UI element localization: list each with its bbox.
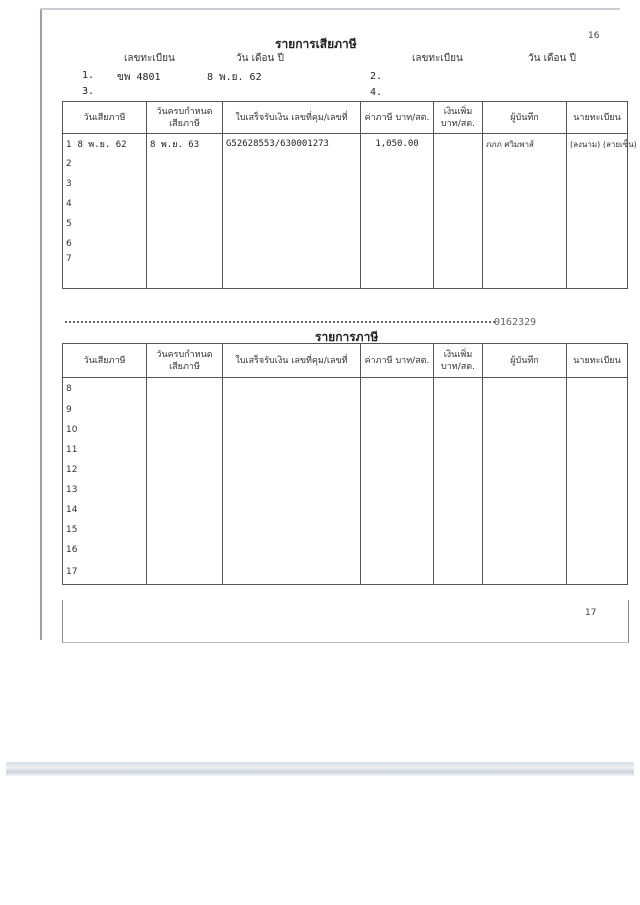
- date-label-2: วัน เดือน ปี: [528, 53, 576, 64]
- row-number: 3: [66, 179, 72, 189]
- col-header-receipt: ใบเสร็จรับเงิน เลขที่คุม/เลขที่: [223, 344, 361, 378]
- date-label: วัน เดือน ปี: [236, 53, 284, 64]
- row-number: 12: [66, 465, 78, 475]
- receipt-number: G52628553/630001273: [226, 139, 329, 149]
- table-row: [63, 560, 628, 585]
- col-header-recorder: ผู้บันทึก: [483, 344, 567, 378]
- col-header-tax: ค่าภาษี บาท/สต.: [361, 344, 434, 378]
- page-left-edge: [40, 10, 42, 640]
- scan-artifact-band: [6, 762, 634, 776]
- reg-entry-1-num: 1.: [82, 70, 95, 81]
- row-number: 5: [66, 219, 72, 229]
- col-header-receipt: ใบเสร็จรับเงิน เลขที่คุม/เลขที่: [223, 102, 361, 134]
- table-row: [63, 500, 628, 520]
- bottom-strip: [62, 600, 629, 643]
- row-number: 13: [66, 485, 78, 495]
- row-number: 14: [66, 505, 78, 515]
- table-row: [63, 400, 628, 420]
- reg-entry-2-num: 2.: [370, 71, 383, 82]
- row-number: 10: [66, 425, 78, 435]
- reg-no-label-2: เลขทะเบียน: [412, 53, 463, 64]
- table-row: [63, 194, 628, 214]
- col-header-extra: เงินเพิ่ม บาท/สต.: [434, 344, 483, 378]
- tax-table-2: [62, 343, 628, 585]
- row-number: 7: [66, 254, 72, 264]
- table-row: [63, 234, 628, 254]
- row-number: 17: [66, 567, 78, 577]
- due-date: 8 พ.ย. 63: [150, 140, 200, 150]
- table-row: [63, 520, 628, 540]
- row-number: 15: [66, 525, 78, 535]
- reg-no-label: เลขทะเบียน: [124, 53, 175, 64]
- table-row: [63, 440, 628, 460]
- col-header-extra: เงินเพิ่ม บาท/สต.: [434, 102, 483, 134]
- row-number: 4: [66, 199, 72, 209]
- tax-table-1: [62, 101, 637, 289]
- col-header-tax: ค่าภาษี บาท/สต.: [361, 102, 434, 134]
- col-header-paid-date: วันเสียภาษี: [63, 102, 147, 134]
- section2-title: รายการภาษี: [315, 330, 379, 344]
- table-row: [63, 540, 628, 560]
- row-number: 1: [66, 140, 72, 150]
- reg-entry-3-num: 3.: [82, 86, 95, 97]
- row-number: 11: [66, 445, 78, 455]
- row-number: 6: [66, 239, 72, 249]
- serial-number: 0162329: [494, 317, 537, 328]
- reg-entry-4-num: 4.: [370, 87, 383, 98]
- tax-amount: 1,050.00: [375, 139, 419, 149]
- table-row: [63, 420, 628, 440]
- col-header-due-date: วันครบกำหนด เสียภาษี: [147, 344, 223, 378]
- col-header-registrar: นายทะเบียน: [567, 344, 628, 378]
- row-number: 8: [66, 384, 72, 394]
- col-header-registrar: นายทะเบียน: [567, 102, 628, 134]
- page-number-top: 16: [588, 31, 600, 41]
- table-row: [63, 174, 628, 194]
- table-row: [63, 214, 628, 234]
- row-number: 9: [66, 405, 72, 415]
- perforation-line: [65, 321, 495, 323]
- col-header-recorder: ผู้บันทึก: [483, 102, 567, 134]
- table-row: [63, 154, 628, 174]
- page-top-edge: [40, 8, 620, 10]
- table-row: [63, 480, 628, 500]
- recorder-signature: ภภภ ศวิมพาส์: [486, 139, 534, 149]
- row-number: 16: [66, 545, 78, 555]
- table-row: [63, 460, 628, 480]
- paid-date: 8 พ.ย. 62: [77, 140, 127, 150]
- page-number-bottom: 17: [585, 608, 597, 618]
- row-number: 2: [66, 159, 72, 169]
- registrar-signature: (ลงนาม) (ลายเซ็น): [570, 139, 637, 149]
- reg-entry-1-plate: ขพ 4801: [117, 72, 161, 83]
- table-row: [63, 378, 628, 401]
- table-row: [63, 254, 628, 289]
- table-row: [63, 134, 628, 155]
- col-header-paid-date: วันเสียภาษี: [63, 344, 147, 378]
- col-header-due-date: วันครบกำหนด เสียภาษี: [147, 102, 223, 134]
- section1-title: รายการเสียภาษี: [275, 37, 357, 51]
- reg-entry-1-date: 8 พ.ย. 62: [207, 72, 262, 83]
